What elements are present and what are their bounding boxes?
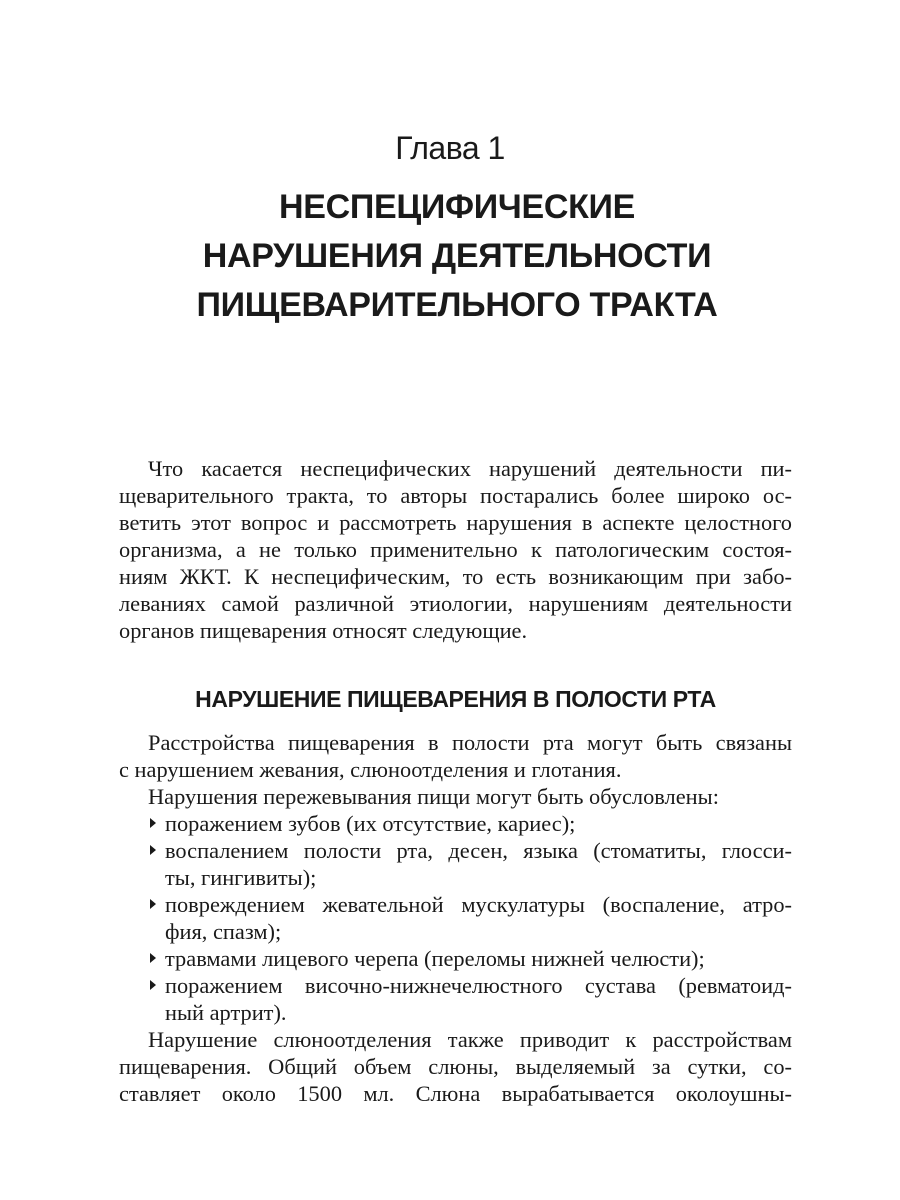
text-line: ный артрит).	[165, 1000, 287, 1025]
text-line: ниям ЖКТ. К неспецифическим, то есть возникающим при забо-	[119, 564, 792, 589]
text-line: Расстройства пищеварения в полости рта могут быть связаны	[148, 730, 792, 755]
text-line: пищеварения. Общий объем слюны, выделяемый за сутки, со-	[119, 1054, 792, 1079]
text-line: Нарушение слюноотделения также приводит к расстройствам	[148, 1027, 792, 1052]
text-line: Нарушения пережевывания пищи могут быть обусловлены:	[148, 784, 719, 809]
intro-paragraph	[119, 455, 792, 644]
chapter-title-line: ПИЩЕВАРИТЕЛЬНОГО ТРАКТА	[196, 286, 718, 324]
triangle-bullet-icon	[150, 845, 156, 855]
text-line: поражением височно-нижнечелюстного сустава (ревматоид-	[165, 973, 792, 998]
triangle-bullet-icon	[150, 818, 156, 828]
text-line: органов пищеварения относят следующие.	[119, 618, 528, 643]
triangle-bullet-icon	[150, 953, 156, 963]
text-line: щеварительного тракта, то авторы постарались более широко ос-	[119, 483, 792, 508]
list-item	[119, 972, 792, 1026]
text-line: Что касается неспецифических нарушений деятельности пи-	[148, 456, 792, 481]
text-line: с нарушением жевания, слюноотделения и глотания.	[119, 757, 622, 782]
text-line: фия, спазм);	[165, 919, 282, 944]
chapter-title-line: НЕСПЕЦИФИЧЕСКИЕ	[278, 188, 636, 226]
text-line: повреждением жевательной мускулатуры (воспаление, атро-	[165, 892, 792, 917]
section-heading: НАРУШЕНИЕ ПИЩЕВАРЕНИЯ В ПОЛОСТИ РТА	[195, 686, 716, 712]
list-item	[119, 891, 792, 945]
text-line: поражением зубов (их отсутствие, кариес);	[165, 811, 576, 836]
text-line: леваниях самой различной этиологии, нарушениям деятельности	[119, 591, 792, 616]
chapter-title-line: НАРУШЕНИЯ ДЕЯТЕЛЬНОСТИ	[202, 237, 712, 275]
triangle-bullet-icon	[150, 980, 156, 990]
text-line: ты, гингивиты);	[165, 865, 317, 890]
chapter-label: Глава 1	[395, 130, 505, 166]
text-line: ставляет около 1500 мл. Слюна вырабатывается околоушны-	[119, 1081, 792, 1106]
triangle-bullet-icon	[150, 899, 156, 909]
text-line: травмами лицевого черепа (переломы нижней челюсти);	[165, 946, 705, 971]
chapter-title	[100, 183, 814, 330]
text-line: организма, а не только применительно к патологическим состоя-	[119, 537, 792, 562]
section-body	[119, 729, 792, 1107]
text-line: воспалением полости рта, десен, языка (стоматиты, глосси-	[165, 838, 792, 863]
list-item	[119, 837, 792, 891]
list-item	[119, 945, 792, 972]
text-line: ветить этот вопрос и рассмотреть нарушения в аспекте целостного	[119, 510, 792, 535]
list-item	[119, 810, 792, 837]
